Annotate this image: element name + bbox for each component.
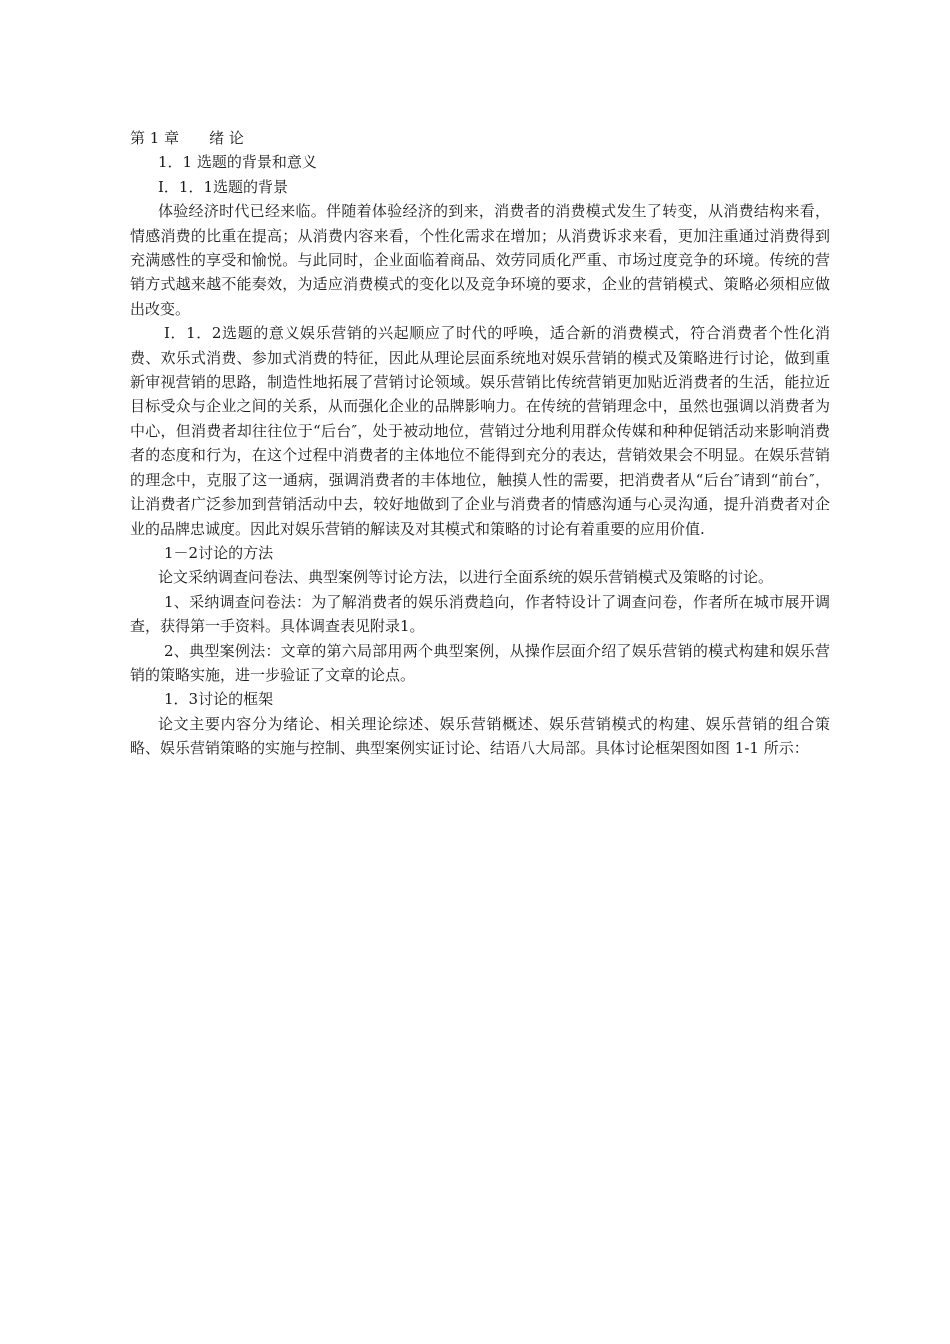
chapter-heading: 第 1 章 绪 论 [130, 129, 244, 147]
paragraph-methods: 论文采纳调查问卷法、典型案例等讨论方法，以进行全面系统的娱乐营销模式及策略的讨论。 [158, 568, 774, 587]
document-body [130, 126, 830, 761]
paragraph-method-2: 2、典型案例法：文章的第六局部用两个典型案例，从操作层面介绍了娱乐营销的模式构建和娱乐营销的策略实施，进一步验证了文章的论点。 [130, 641, 830, 684]
section-heading-1-1-1: Ⅰ．1．1选题的背景 [158, 177, 289, 196]
paragraph-significance: Ⅰ．1．2选题的意义娱乐营销的兴起顺应了时代的呼唤，适合新的消费模式，符合消费者个性化消费、欢乐式消费、参加式消费的特征，因此从理论层面系统地对娱乐营销的模式及策略进行讨论，做到重新审视营销的思路，制造性地拓展了营销讨论领域。娱乐营销比传统营销更加贴近消费者的生活，能拉近目标受众与企业之间的关系，从而强化企业的品牌影响力。在传统的营销理念中，虽然也强调以消费者为中心，但消费者却往往位于“后台″，处于被动地位，营销过分地利用群众传媒和种种促销活动来影响消费者的态度和行为，在这个过程中消费者的主体地位不能得到充分的表达，营销效果会不明显。在娱乐营销的理念中，克服了这一通病，强调消费者的丰体地位，触摸人性的需要，把消费者从“后台″请到“前台″，让消费者广泛参加到营销活动中去，较好地做到了企业与消费者的情感沟通与心灵沟通，提升消费者对企业的品牌忠诚度。因此对娱乐营销的解读及对其模式和策略的讨论有着重要的应用价值. [130, 324, 830, 538]
paragraph-method-1: 1、采纳调查问卷法：为了解消费者的娱乐消费趋向，作者特设计了调查问卷，作者所在城市展开调查，获得第一手资料。具体调查表见附录1。 [130, 592, 830, 636]
section-heading-1-2: 1－2讨论的方法 [164, 543, 274, 562]
paragraph-framework: 论文主要内容分为绪论、相关理论综述、娱乐营销概述、娱乐营销模式的构建、娱乐营销的组合策略、娱乐营销策略的实施与控制、典型案例实证讨论、结语八大局部。具体讨论框架图如图 1-1 所示： [130, 714, 830, 758]
section-heading-1-1: 1．1 选题的背景和意义 [158, 153, 317, 172]
paragraph-background: 体验经济时代已经来临。伴随着体验经济的到来，消费者的消费模式发生了转变，从消费结构来看，情感消费的比重在提高；从消费内容来看，个性化需求在增加；从消费诉求来看，更加注重通过消费得到充满感性的享受和愉悦。与此同时，企业面临着商品、效劳同质化严重、市场过度竞争的环境。传统的营销方式越来越不能奏效，为适应消费模式的变化以及竞争环境的要求，企业的营销模式、策略必须相应做出改变。 [130, 202, 830, 318]
section-heading-1-3: 1．3讨论的框架 [164, 690, 274, 709]
